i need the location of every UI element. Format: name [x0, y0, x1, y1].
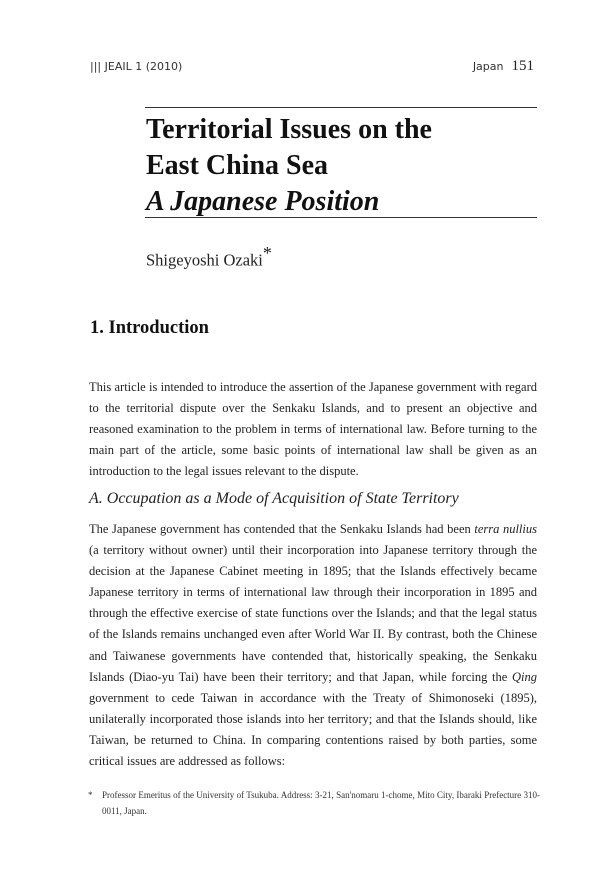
- section-heading-introduction: 1. Introduction: [90, 318, 209, 338]
- title-line-1: Territorial Issues on the: [146, 114, 432, 145]
- title-bottom-rule: [145, 217, 537, 218]
- body-text-2: (a territory without owner) until their incorporation into Japanese territory through the decision at the Japanese Cabinet meeting in 1895; that the Islands effectively became Japanese territory in terms of international law through their incorporation in 1895 and through the effective exercise of state functions over the Islands; and that the legal status of the Islands remains unchanged even after World War II. By contrast, both the Chinese and Taiwanese governments have contended that, historically speaking, the Senkaku Islands (Diao-yu Tai) have been their territory; and that Japan, while forcing the: [89, 543, 537, 684]
- footnote-mark: *: [88, 790, 93, 800]
- journal-citation: JEAIL 1 (2010): [104, 60, 183, 73]
- running-header-right: [473, 57, 534, 75]
- author-line: [146, 243, 272, 271]
- page-number: 151: [511, 58, 534, 74]
- intro-paragraph: This article is intended to introduce the assertion of the Japanese government with regard to the territorial dispute over the Senkaku Islands, and to present an objective and reasoned examination to the problem in terms of international law. Before turning to the main part of the article, some basic points of international law shall be given as an introduction to the legal issues relevant to the dispute.: [89, 380, 537, 479]
- body-italic-qing: Qing: [512, 669, 537, 684]
- body-text-3: government to cede Taiwan in accordance with the Treaty of Shimonoseki (1895), unilaterally incorporated those islands into her territory; and that the Islands should, like Taiwan, be returned to China. In comparing contentions raised by both parties, some critical issues are addressed as follows:: [89, 690, 537, 769]
- footnote: [88, 787, 540, 819]
- body-text-1: The Japanese government has contended that the Senkaku Islands had been: [89, 522, 475, 536]
- body-paragraph: [89, 519, 537, 772]
- section-label: Japan: [472, 60, 504, 73]
- title-line-2: East China Sea: [146, 150, 329, 181]
- article-subtitle: A Japanese Position: [146, 186, 380, 217]
- author-name: Shigeyoshi Ozaki: [146, 250, 263, 270]
- journal-mark: |||: [90, 60, 102, 73]
- body-italic-terra-nullius: terra nullius: [474, 522, 537, 536]
- author-footnote-mark: *: [262, 243, 272, 263]
- running-header-left: [90, 60, 182, 73]
- title-top-rule: [145, 107, 537, 108]
- article-title: [146, 112, 432, 220]
- footnote-text: Professor Emeritus of the University of Tsukuba. Address: 3-21, San'nomaru 1-chome, Mito City, Ibaraki Prefecture 310-0011, Japan.: [102, 790, 540, 816]
- subsection-heading: A. Occupation as a Mode of Acquisition of State Territory: [89, 490, 459, 507]
